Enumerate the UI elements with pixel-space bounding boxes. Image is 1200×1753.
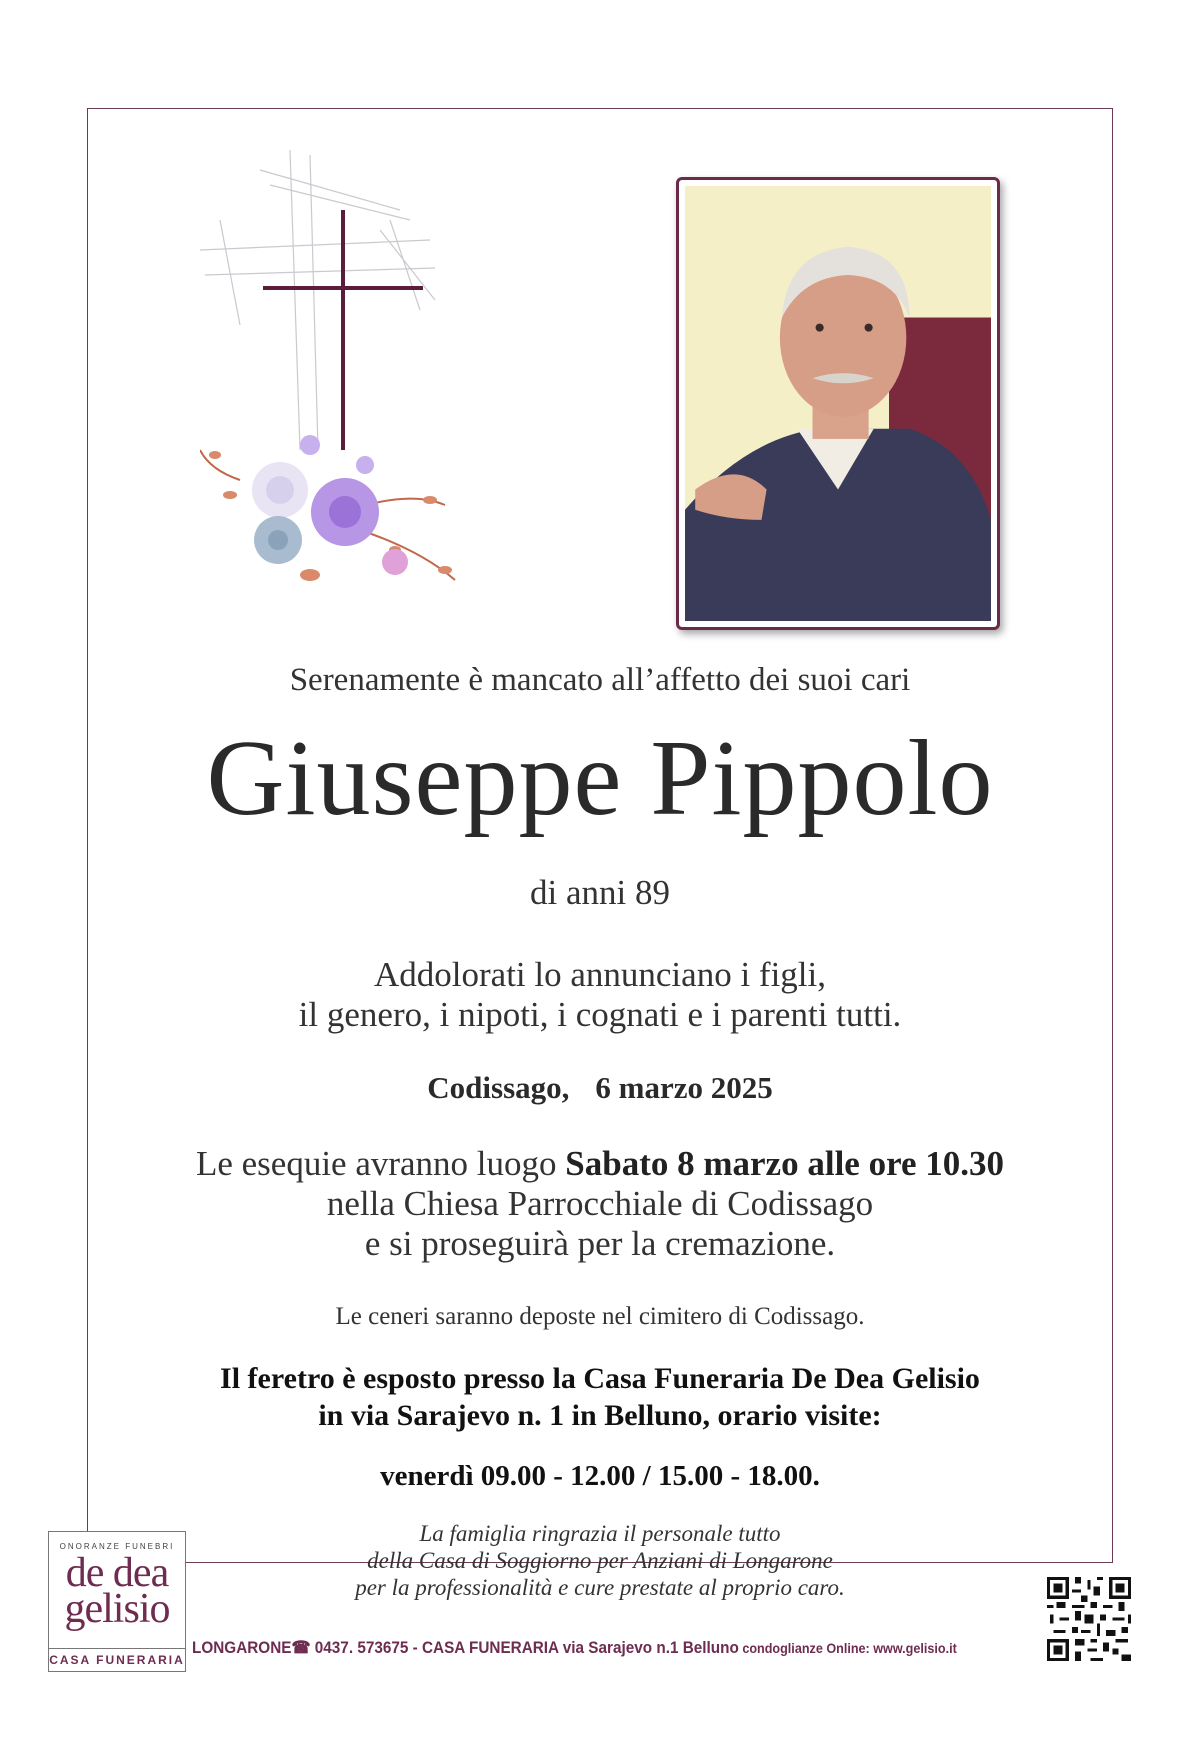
viewing-info	[87, 1360, 1113, 1434]
ashes-note: Le ceneri saranno deposte nel cimitero di Codissago.	[335, 1303, 865, 1330]
logo-name-line2: gelisio	[64, 1586, 170, 1632]
cross-with-flowers-icon	[200, 150, 500, 605]
funeral-info	[87, 1144, 1113, 1264]
intro-text: Serenamente è mancato all’affetto dei suoi cari	[289, 662, 911, 698]
announcement-line: il genero, i nipoti, i cognati e i parenti tutti.	[298, 995, 902, 1034]
footer-website[interactable]: condoglianze Online: www.gelisio.it	[738, 1640, 957, 1656]
announcement	[87, 955, 1113, 1035]
viewing-line: Il feretro è esposto presso la Casa Funeraria De Dea Gelisio	[220, 1362, 980, 1395]
phone-icon: ☎	[291, 1638, 311, 1657]
thanks-line: della Casa di Soggiorno per Anziani di Longarone	[367, 1548, 833, 1573]
date: 6 marzo 2025	[595, 1070, 773, 1105]
funeral-datetime: Sabato 8 marzo alle ore 10.30	[565, 1144, 1005, 1183]
portrait-image	[685, 186, 991, 621]
footer-contact	[192, 1638, 957, 1658]
funeral-line: e si proseguirà per la cremazione.	[364, 1224, 836, 1263]
thanks-note	[87, 1520, 1113, 1601]
age-text: di anni 89	[530, 873, 670, 912]
announcement-line: Addolorati lo annunciano i figli,	[374, 955, 826, 994]
funeral-home-logo	[48, 1531, 186, 1672]
deceased-name: Giuseppe Pippolo	[206, 719, 994, 838]
place: Codissago,	[427, 1070, 570, 1105]
funeral-prefix: Le esequie avranno luogo	[195, 1144, 566, 1183]
thanks-line: per la professionalità e cure prestate al proprio caro.	[355, 1575, 845, 1600]
footer-town: LONGARONE	[192, 1638, 292, 1657]
qr-code-icon[interactable]	[1044, 1574, 1134, 1664]
logo-subtitle: CASA FUNERARIA	[49, 1648, 185, 1671]
place-date	[87, 1070, 1113, 1106]
portrait-photo	[676, 177, 1000, 630]
footer-phone: 0437. 573675	[314, 1638, 409, 1657]
logo-name-line1: de dea	[65, 1550, 169, 1596]
funeral-line	[87, 1144, 1113, 1184]
footer-address: - CASA FUNERARIA via Sarajevo n.1 Belluno	[408, 1638, 739, 1657]
funeral-line: nella Chiesa Parrocchiale di Codissago	[326, 1184, 874, 1223]
visiting-hours: venerdì 09.00 - 12.00 / 15.00 - 18.00.	[380, 1460, 820, 1492]
viewing-line: in via Sarajevo n. 1 in Belluno, orario visite:	[318, 1399, 882, 1432]
thanks-line: La famiglia ringrazia il personale tutto	[419, 1521, 781, 1546]
logo-tagline: ONORANZE FUNEBRI	[59, 1542, 175, 1551]
